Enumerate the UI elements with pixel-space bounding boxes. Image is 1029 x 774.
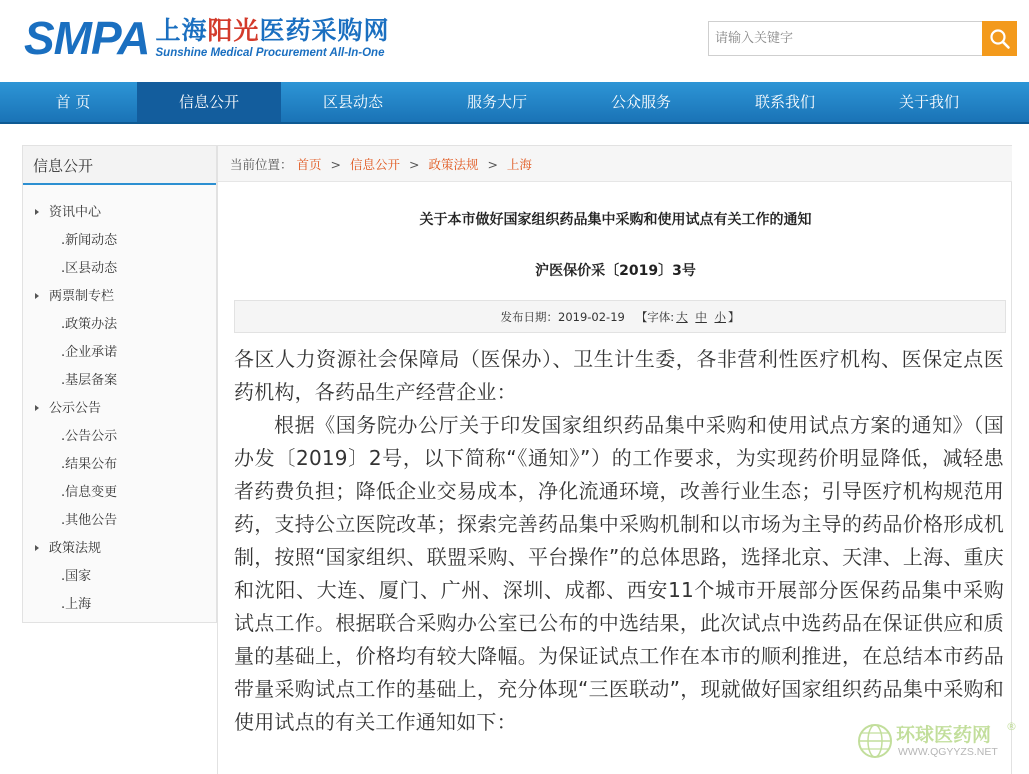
sidebar-item-news[interactable]: .新闻动态 xyxy=(61,233,118,248)
breadcrumb-separator: > xyxy=(487,157,498,172)
caret-right-icon xyxy=(35,209,39,215)
sidebar-item-two-invoice[interactable] xyxy=(23,283,218,311)
site-logo[interactable] xyxy=(24,14,390,64)
article-meta xyxy=(234,300,1006,333)
sidebar-item-announcements[interactable] xyxy=(23,395,218,423)
watermark xyxy=(856,720,1026,770)
sidebar-item-results[interactable]: .结果公布 xyxy=(61,457,118,472)
logo-cn-part3: 医药 xyxy=(259,16,312,45)
sidebar-item-label: 两票制专栏 xyxy=(49,289,115,304)
logo-cn-part2: 阳光 xyxy=(207,16,260,45)
nav-item-home[interactable]: 首 页 xyxy=(55,93,91,111)
caret-right-icon xyxy=(35,405,39,411)
article-title: 关于本市做好国家组织药品集中采购和使用试点有关工作的通知 xyxy=(419,212,812,228)
breadcrumb-link-shanghai[interactable]: 上海 xyxy=(506,157,532,172)
nav-item-info-public[interactable]: 信息公开 xyxy=(137,82,281,122)
sidebar-item-policy-methods[interactable]: .政策办法 xyxy=(61,317,118,332)
caret-right-icon xyxy=(35,293,39,299)
breadcrumb xyxy=(218,145,1012,182)
sidebar-item-grassroots-filing[interactable]: .基层备案 xyxy=(61,373,118,388)
sidebar-item-regulations[interactable] xyxy=(23,535,218,563)
breadcrumb-link-regulations[interactable]: 政策法规 xyxy=(428,157,479,172)
nav-item-service-hall[interactable]: 服务大厅 xyxy=(466,93,527,111)
sidebar-item-label: 政策法规 xyxy=(49,541,102,556)
article-doc-number: 沪医保价采〔2019〕3号 xyxy=(535,263,696,279)
article-body xyxy=(234,343,1004,739)
sidebar-item-notice[interactable]: .公告公示 xyxy=(61,429,118,444)
nav-item-district-news[interactable]: 区县动态 xyxy=(322,93,383,111)
sidebar-item-label: 公示公告 xyxy=(49,401,102,416)
breadcrumb-link-info-public[interactable]: 信息公开 xyxy=(349,157,400,172)
publish-date: 2019-02-19 xyxy=(558,310,625,324)
globe-icon xyxy=(856,722,894,760)
logo-cn-part4: 采购网 xyxy=(311,16,390,45)
watermark-cn: 环球医药网 xyxy=(896,724,992,746)
sidebar xyxy=(22,145,217,623)
sidebar-item-national[interactable]: .国家 xyxy=(61,569,92,584)
breadcrumb-link-home[interactable]: 首页 xyxy=(296,157,322,172)
watermark-registered: ® xyxy=(1006,720,1017,733)
breadcrumb-prefix: 当前位置： xyxy=(230,157,293,172)
breadcrumb-separator: > xyxy=(408,157,420,172)
font-size-close: 】 xyxy=(728,310,740,324)
font-size-medium-link[interactable]: 中 xyxy=(695,310,707,324)
caret-right-icon xyxy=(35,545,39,551)
watermark-en: WWW.QGYYZS.NET xyxy=(898,746,998,758)
logo-en: Sunshine Medical Procurement All-In-One xyxy=(155,47,385,59)
sidebar-item-info-change[interactable]: .信息变更 xyxy=(61,485,118,500)
sidebar-title: 信息公开 xyxy=(23,146,216,185)
sidebar-item-label: 资讯中心 xyxy=(49,205,102,220)
site-header xyxy=(0,0,1029,82)
sidebar-item-enterprise-pledge[interactable]: .企业承诺 xyxy=(61,345,118,360)
logo-text xyxy=(156,16,390,60)
sidebar-item-other-notice[interactable]: .其他公告 xyxy=(61,513,118,528)
article-paragraph: 各区人力资源社会保障局（医保办）、卫生计生委，各非营利性医疗机构、医保定点医药机构，各药品生产经营企业： xyxy=(234,347,1004,404)
search-input[interactable] xyxy=(708,21,983,56)
breadcrumb-separator: > xyxy=(330,157,341,172)
search-button[interactable] xyxy=(982,21,1017,56)
nav-item-about[interactable]: 关于我们 xyxy=(898,93,959,111)
nav-item-public-service[interactable]: 公众服务 xyxy=(610,93,671,111)
sidebar-item-shanghai[interactable]: .上海 xyxy=(61,597,92,612)
nav-item-contact[interactable]: 联系我们 xyxy=(754,93,815,111)
font-size-large-link[interactable]: 大 xyxy=(676,310,688,324)
sidebar-item-news-center[interactable] xyxy=(23,199,218,227)
sidebar-list xyxy=(23,199,218,619)
sidebar-item-district[interactable]: .区县动态 xyxy=(61,261,118,276)
font-size-label: 【字体: xyxy=(635,310,675,324)
search-box xyxy=(708,21,1017,56)
logo-cn-part1: 上海 xyxy=(155,16,208,45)
search-icon xyxy=(989,28,1011,50)
font-size-small-link[interactable]: 小 xyxy=(714,310,726,324)
main-content xyxy=(217,145,1012,774)
logo-cn xyxy=(156,16,390,46)
article-paragraph: 根据《国务院办公厅关于印发国家组织药品集中采购和使用试点方案的通知》（国办发〔2019〕2号，以下简称“《通知》”）的工作要求，为实现药价明显降低，减轻患者药费负担；降低企业交易成本，净化流通环境，改善行业生态；引导医疗机构规范用药，支持公立医院改革；探索完善药品集中采购机制和以市场为主导的药品价格形成机制，按照“国家组织、联盟采购、平台操作”的总体思路，选择北京、天津、上海、重庆和沈阳、大连、厦门、广州、深圳、成都、西安11个城市开展部分医保药品集中采购试点工作。根据联合采购办公室已公布的中选结果，此次试点中选药品在保证供应和质量的基础上，价格均有较大降幅。为保证试点工作在本市的顺利推进，在总结本市药品带量采购试点工作的基础上，充分体现“三医联动”，现就做好国家组织药品集中采购和使用试点的有关工作通知如下： xyxy=(234,413,1004,734)
date-label: 发布日期： xyxy=(500,310,558,324)
logo-mark: SMPA xyxy=(24,12,150,64)
main-nav xyxy=(0,82,1029,124)
